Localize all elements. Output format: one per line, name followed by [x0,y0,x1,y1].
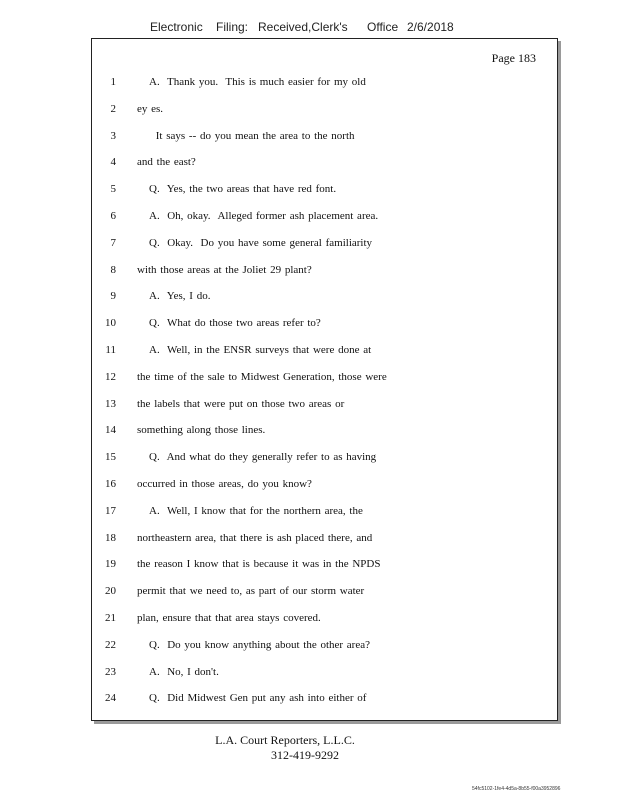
transcript-line [92,585,557,603]
transcript-line [92,612,557,630]
transcript-line [92,532,557,550]
line-number: 24 [105,692,116,705]
line-text: It says -- do you mean the area to the north [137,129,355,142]
transcript-line [92,666,557,684]
line-number: 12 [105,370,116,383]
transcript-line [92,183,557,201]
line-number: 5 [110,183,116,196]
filing-stamp-date: 2/6/2018 [407,20,454,34]
line-text: and the east? [137,156,196,169]
line-text: A. Yes, I do. [149,290,211,303]
line-number: 20 [105,585,116,598]
line-number: 15 [105,451,116,464]
transcript-line [92,692,557,710]
transcript-line [92,478,557,496]
line-text: A. Well, I know that for the northern area, the [149,504,363,517]
transcript-line [92,76,557,94]
transcript-line [92,237,557,255]
line-text: A. Well, in the ENSR surveys that were done at [149,344,372,356]
line-number: 1 [110,76,116,88]
line-number: 4 [110,156,116,169]
line-number: 16 [105,478,116,490]
line-number: 14 [105,424,116,437]
page-number: Page 183 [491,51,536,65]
document-id: 54fc5102-1fe4-4d5a-8b55-f00a3952896 [472,786,561,792]
transcript-line [92,130,557,148]
transcript-line [92,317,557,335]
line-number: 11 [105,344,116,356]
line-text: with those areas at the Joliet 29 plant? [137,263,312,276]
line-text: Q. Did Midwest Gen put any ash into either of [149,692,367,705]
line-number: 8 [110,263,116,276]
transcript-page [91,38,558,721]
line-number: 10 [105,317,116,330]
transcript-line [92,639,557,657]
line-text: the labels that were put on those two areas or [137,397,345,410]
filing-stamp-electronic: Electronic [150,20,203,34]
line-text: A. Oh, okay. Alleged former ash placement area. [149,210,379,222]
line-number: 6 [110,210,116,222]
line-number: 7 [110,236,116,249]
transcript-line [92,558,557,576]
line-text: ey es. [137,102,164,115]
line-number: 17 [105,504,116,517]
line-text: Q. And what do they generally refer to as having [149,451,377,464]
transcript-line [92,505,557,523]
transcript-line [92,424,557,442]
line-text: the reason I know that is because it was in the NPDS [137,558,381,571]
line-text: plan, ensure that that area stays covered. [137,612,321,624]
line-text: occurred in those areas, do you know? [137,478,312,490]
line-text: Q. Yes, the two areas that have red font. [149,183,337,196]
line-number: 2 [110,102,116,115]
reporter-firm-name: L.A. Court Reporters, L.L.C. [215,733,355,747]
line-number: 13 [105,397,116,410]
line-number: 19 [105,558,116,571]
transcript-line [92,371,557,389]
line-number: 23 [105,665,116,678]
line-text: the time of the sale to Midwest Generation, those were [137,370,387,383]
line-text: Q. What do those two areas refer to? [149,317,321,330]
transcript-line [92,103,557,121]
filing-stamp-received: Received,Clerk's [258,20,348,34]
line-number: 9 [110,290,116,303]
transcript-line [92,264,557,282]
line-number: 18 [105,531,116,544]
transcript-line [92,210,557,228]
line-text: Q. Okay. Do you have some general familiarity [149,236,373,249]
line-text: something along those lines. [137,424,266,437]
line-number: 22 [105,638,116,651]
line-text: Q. Do you know anything about the other area? [149,638,370,651]
reporter-phone: 312-419-9292 [271,748,339,762]
filing-stamp-office: Office [367,20,399,34]
transcript-line [92,398,557,416]
transcript-line [92,156,557,174]
line-text: A. Thank you. This is much easier for my old [149,76,366,88]
transcript-line [92,451,557,469]
transcript-line [92,290,557,308]
line-number: 3 [110,129,116,142]
line-text: northeastern area, that there is ash placed there, and [137,531,373,544]
line-number: 21 [105,612,116,624]
filing-stamp-filing: Filing: [216,20,249,34]
line-text: A. No, I don't. [149,665,219,678]
transcript-line [92,344,557,362]
line-text: permit that we need to, as part of our storm water [137,585,365,598]
